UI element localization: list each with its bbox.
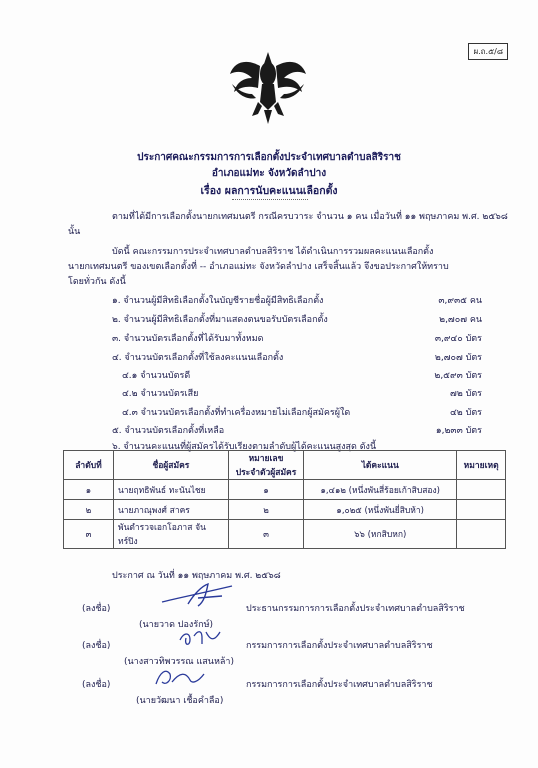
stat-value: ๒,๕๙๓ บัตร (434, 371, 482, 381)
stat-value: ๒,๗๐๗ คน (439, 315, 482, 325)
results-table (63, 450, 506, 549)
row-rank: ๑ (64, 480, 114, 500)
intro-paragraph-2-line-3: โดยทั่วกัน ดังนี้ (68, 277, 126, 287)
signature-role: กรรมการการเลือกตั้งประจำเทศบาลตำบลสิริราช (246, 641, 433, 651)
stat-label: ๑. จำนวนผู้มีสิทธิเลือกตั้งในบัญชีรายชื่อผู้มีสิทธิเลือกตั้ง (112, 296, 324, 306)
table-row (64, 480, 506, 500)
signature-name: (นายวัฒนา เชื้อคำลือ) (136, 696, 224, 706)
row-note (457, 520, 506, 549)
stat-value: ๓,๙๓๕ คน (438, 296, 482, 306)
row-candidate-number: ๒ (228, 500, 303, 520)
row-score: ๑,๐๒๕ (หนึ่งพันยี่สิบห้า) (304, 500, 457, 520)
header-number-line-1: หมายเลข (248, 454, 284, 464)
row-candidate-name: พันตำรวจเอกโอภาส จันทร์ปิง (113, 520, 228, 549)
signature-name: (นายวาด ปองรักษ์) (139, 620, 214, 630)
stat-value: ๓,๙๔๐ บัตร (434, 334, 482, 344)
intro-paragraph-2-line-2: นายกเทศมนตรี ของเขตเลือกตั้งที่ -- อำเภอแม่ทะ จังหวัดลำปาง เสร็จสิ้นแล้ว จึงขอประกาศให้ทราบ (68, 262, 449, 272)
stat-label: ๔. จำนวนบัตรเลือกตั้งที่ใช้ลงคะแนนเลือกตั้ง (112, 353, 284, 363)
signature-label: (ลงชื่อ) (82, 604, 111, 614)
stat-value: ๔๒ บัตร (450, 408, 482, 418)
signature-role: กรรมการการเลือกตั้งประจำเทศบาลตำบลสิริราช (246, 680, 433, 690)
stat-label: ๔.๒ จำนวนบัตรเสีย (122, 389, 199, 399)
heading-line-1: ประกาศคณะกรรมการการเลือกตั้งประจำเทศบาลตำบลสิริราช (137, 152, 401, 163)
header-candidate-name: ชื่อผู้สมัคร (113, 451, 228, 480)
row-candidate-number: ๑ (228, 480, 303, 500)
row-note (457, 480, 506, 500)
heading-line-2: อำเภอแม่ทะ จังหวัดลำปาง (211, 168, 327, 179)
heading-divider (232, 199, 308, 200)
row-candidate-name: นายฤทธิพันธ์ ทะนันไชย (113, 480, 228, 500)
header-rank: ลำดับที่ (64, 451, 114, 480)
table-header-row (64, 451, 506, 480)
row-candidate-name: นายภาณุพงศ์ สาคร (113, 500, 228, 520)
signature-mark-icon (176, 626, 226, 650)
stat-label: ๒. จำนวนผู้มีสิทธิเลือกตั้งที่มาแสดงตนขอรับบัตรเลือกตั้ง (112, 315, 328, 325)
header-number-line-2: ประจำตัวผู้สมัคร (235, 468, 297, 478)
signature-label: (ลงชื่อ) (82, 680, 111, 690)
stat-label: ๔.๓ จำนวนบัตรเลือกตั้งที่ทำเครื่องหมายไม่เลือกผู้สมัครผู้ใด (122, 408, 351, 418)
stat-label: ๖. จำนวนคะแนนที่ผู้สมัครได้รับเรียงตามลำดับผู้ได้คะแนนสูงสุด ดังนี้ (112, 442, 377, 452)
stat-value: ๒,๗๐๗ บัตร (434, 353, 482, 363)
signature-name: (นางสาวทิพวรรณ แสนหล้า) (124, 657, 234, 667)
table-row (64, 520, 506, 549)
signature-label: (ลงชื่อ) (82, 641, 111, 651)
row-rank: ๓ (64, 520, 114, 549)
row-candidate-number: ๓ (228, 520, 303, 549)
announcement-date: ประกาศ ณ วันที่ ๑๑ พฤษภาคม พ.ศ. ๒๕๖๘ (112, 571, 281, 581)
header-candidate-number (228, 451, 303, 480)
stat-label: ๕. จำนวนบัตรเลือกตั้งที่เหลือ (112, 426, 225, 436)
stat-value: ๑,๒๓๓ บัตร (435, 426, 482, 436)
intro-paragraph-2: บัดนี้ คณะกรรมการประจำเทศบาลตำบลสิริราช ได้ดำเนินการรวมผลคะแนนเลือกตั้ง (112, 247, 434, 257)
table-row (64, 500, 506, 520)
row-rank: ๒ (64, 500, 114, 520)
heading-subject: เรื่อง ผลการนับคะแนนเลือกตั้ง (200, 185, 338, 197)
row-score: ๖๖ (หกสิบหก) (304, 520, 457, 549)
stat-value: ๗๒ บัตร (450, 389, 482, 399)
signature-mark-icon (158, 580, 238, 610)
intro-paragraph-1: ตามที่ได้มีการเลือกตั้งนายกเทศมนตรี กรณีครบวาระ จำนวน ๑ คน เมื่อวันที่ ๑๑ พฤษภาคม พ.ศ. ๒๕๖๘ (112, 212, 508, 222)
stat-label: ๔.๑ จำนวนบัตรดี (122, 371, 191, 381)
header-score: ได้คะแนน (304, 451, 457, 480)
signature-role: ประธานกรรมการการเลือกตั้งประจำเทศบาลตำบลสิริราช (246, 604, 465, 614)
intro-paragraph-1-cont: นั้น (68, 227, 81, 237)
row-note (457, 500, 506, 520)
row-score: ๑,๔๑๒ (หนึ่งพันสี่ร้อยเก้าสิบสอง) (304, 480, 457, 500)
garuda-emblem-icon (228, 44, 308, 126)
header-note: หมายเหตุ (457, 451, 506, 480)
signature-mark-icon (150, 664, 210, 692)
stat-label: ๓. จำนวนบัตรเลือกตั้งที่ได้รับมาทั้งหมด (112, 334, 264, 344)
form-code-badge: ผ.ถ.๕/๘ (468, 43, 508, 60)
